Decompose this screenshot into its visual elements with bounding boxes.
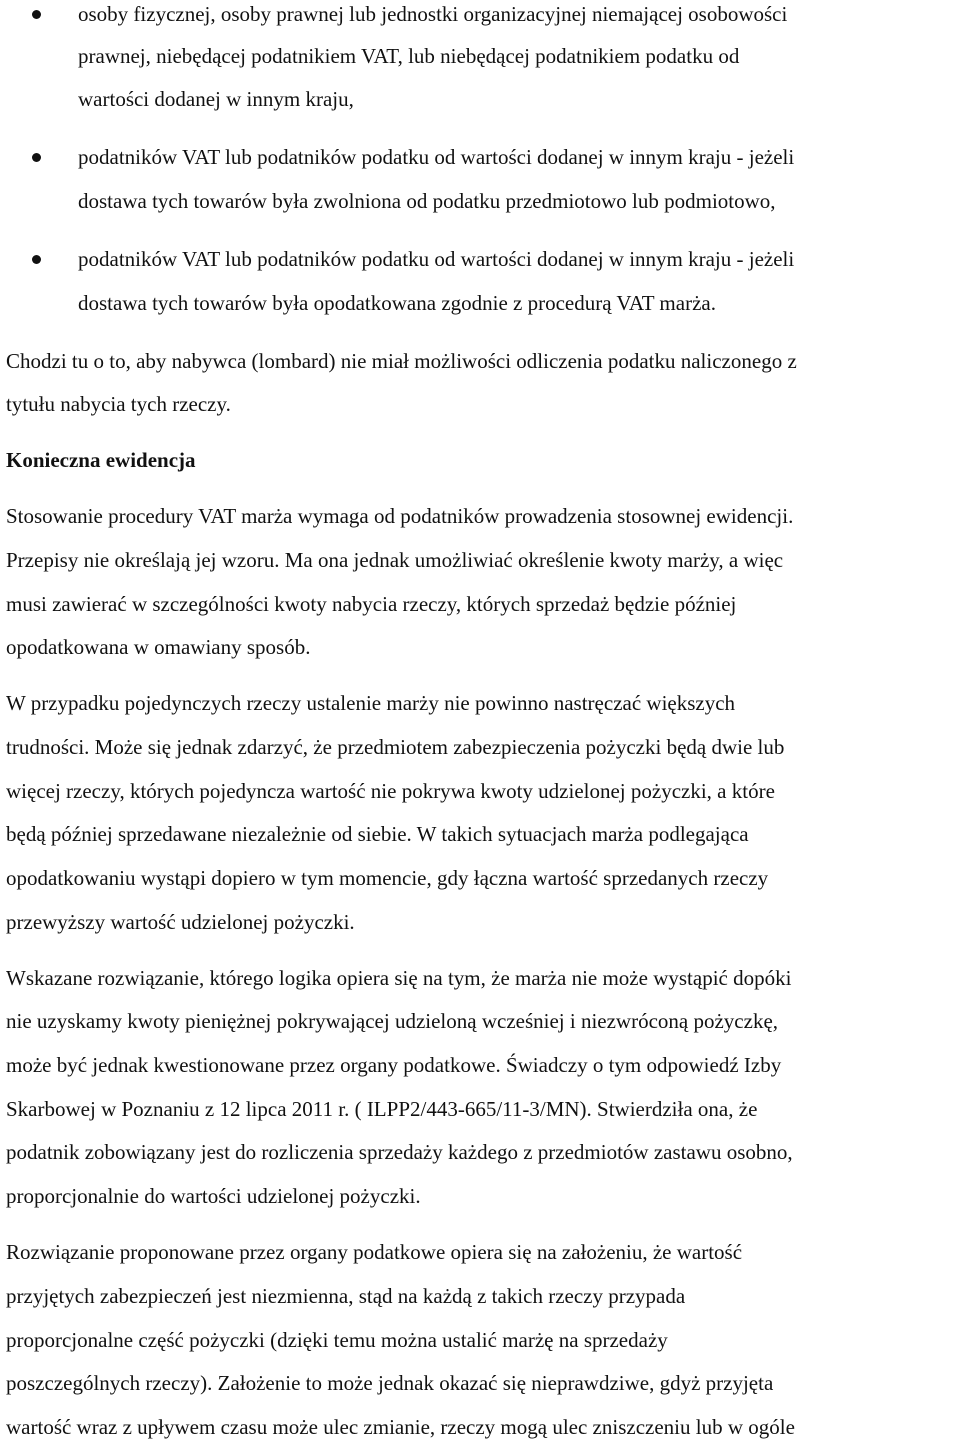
paragraph-5-line-1: Rozwiązanie proponowane przez organy podatkowe opiera się na założeniu, że wartość: [6, 1240, 743, 1264]
bullet-2-line-2: dostawa tych towarów była zwolniona od podatku przedmiotowo lub podmiotowo,: [78, 189, 776, 213]
paragraph-4-line-3: może być jednak kwestionowane przez organy podatkowe. Świadczy o tym odpowiedź Izby: [6, 1053, 782, 1077]
bullet-3-line-1: podatników VAT lub podatników podatku od wartości dodanej w innym kraju - jeżeli: [78, 247, 795, 271]
bullet-3-line-2: dostawa tych towarów była opodatkowana zgodnie z procedurą VAT marża.: [78, 291, 716, 315]
paragraph-4-line-6: proporcjonalnie do wartości udzielonej pożyczki.: [6, 1184, 421, 1208]
paragraph-4-line-1: Wskazane rozwiązanie, którego logika opiera się na tym, że marża nie może wystąpić dopóki: [6, 966, 792, 990]
bullet-marker: [32, 10, 41, 19]
paragraph-3-line-3: więcej rzeczy, których pojedyncza wartość nie pokrywa kwoty udzielonej pożyczki, a które: [6, 779, 775, 803]
paragraph-5-line-3: proporcjonalne część pożyczki (dzięki temu można ustalić marżę na sprzedaży: [6, 1328, 668, 1352]
paragraph-3-line-4: będą później sprzedawane niezależnie od siebie. W takich sytuacjach marża podlegająca: [6, 822, 749, 846]
bullet-marker: [32, 255, 41, 264]
paragraph-4-line-5: podatnik zobowiązany jest do rozliczenia sprzedaży każdego z przedmiotów zastawu osobno,: [6, 1140, 793, 1164]
section-heading: Konieczna ewidencja: [6, 448, 196, 472]
paragraph-2-line-4: opodatkowana w omawiany sposób.: [6, 635, 311, 659]
bullet-marker: [32, 153, 41, 162]
paragraph-2-line-2: Przepisy nie określają jej wzoru. Ma ona jednak umożliwiać określenie kwoty marży, a więc: [6, 548, 784, 572]
paragraph-2-line-1: Stosowanie procedury VAT marża wymaga od podatników prowadzenia stosownej ewidencji.: [6, 504, 794, 528]
paragraph-3-line-2: trudności. Może się jednak zdarzyć, że przedmiotem zabezpieczenia pożyczki będą dwie lub: [6, 735, 785, 759]
paragraph-1-line-1: Chodzi tu o to, aby nabywca (lombard) nie miał możliwości odliczenia podatku naliczonego z: [6, 349, 797, 373]
paragraph-2-line-3: musi zawierać w szczególności kwoty nabycia rzeczy, których sprzedaż będzie później: [6, 592, 737, 616]
paragraph-4-line-4: Skarbowej w Poznaniu z 12 lipca 2011 r. ( ILPP2/443-665/11-3/MN). Stwierdziła ona, że: [6, 1097, 758, 1121]
paragraph-5-line-5: wartość wraz z upływem czasu może ulec zmianie, rzeczy mogą ulec zniszczeniu lub w ogóle: [6, 1415, 795, 1439]
paragraph-3-line-6: przewyższy wartość udzielonej pożyczki.: [6, 910, 355, 934]
bullet-1-line-2: prawnej, niebędącej podatnikiem VAT, lub niebędącej podatnikiem podatku od: [78, 44, 740, 68]
paragraph-3-line-1: W przypadku pojedynczych rzeczy ustalenie marży nie powinno nastręczać większych: [6, 691, 736, 715]
paragraph-5-line-4: poszczególnych rzeczy). Założenie to może jednak okazać się nieprawdziwe, gdyż przyjęta: [6, 1371, 774, 1395]
paragraph-3-line-5: opodatkowaniu wystąpi dopiero w tym momencie, gdy łączna wartość sprzedanych rzeczy: [6, 866, 769, 890]
bullet-2-line-1: podatników VAT lub podatników podatku od wartości dodanej w innym kraju - jeżeli: [78, 145, 795, 169]
bullet-1-line-3: wartości dodanej w innym kraju,: [78, 87, 354, 111]
paragraph-4-line-2: nie uzyskamy kwoty pieniężnej pokrywającej udzieloną wcześniej i niezwróconą pożyczkę,: [6, 1009, 779, 1033]
bullet-1-line-1: osoby fizycznej, osoby prawnej lub jednostki organizacyjnej niemającej osobowości: [78, 2, 788, 26]
paragraph-5-line-2: przyjętych zabezpieczeń jest niezmienna, stąd na każdą z takich rzeczy przypada: [6, 1284, 686, 1308]
paragraph-1-line-2: tytułu nabycia tych rzeczy.: [6, 392, 231, 416]
